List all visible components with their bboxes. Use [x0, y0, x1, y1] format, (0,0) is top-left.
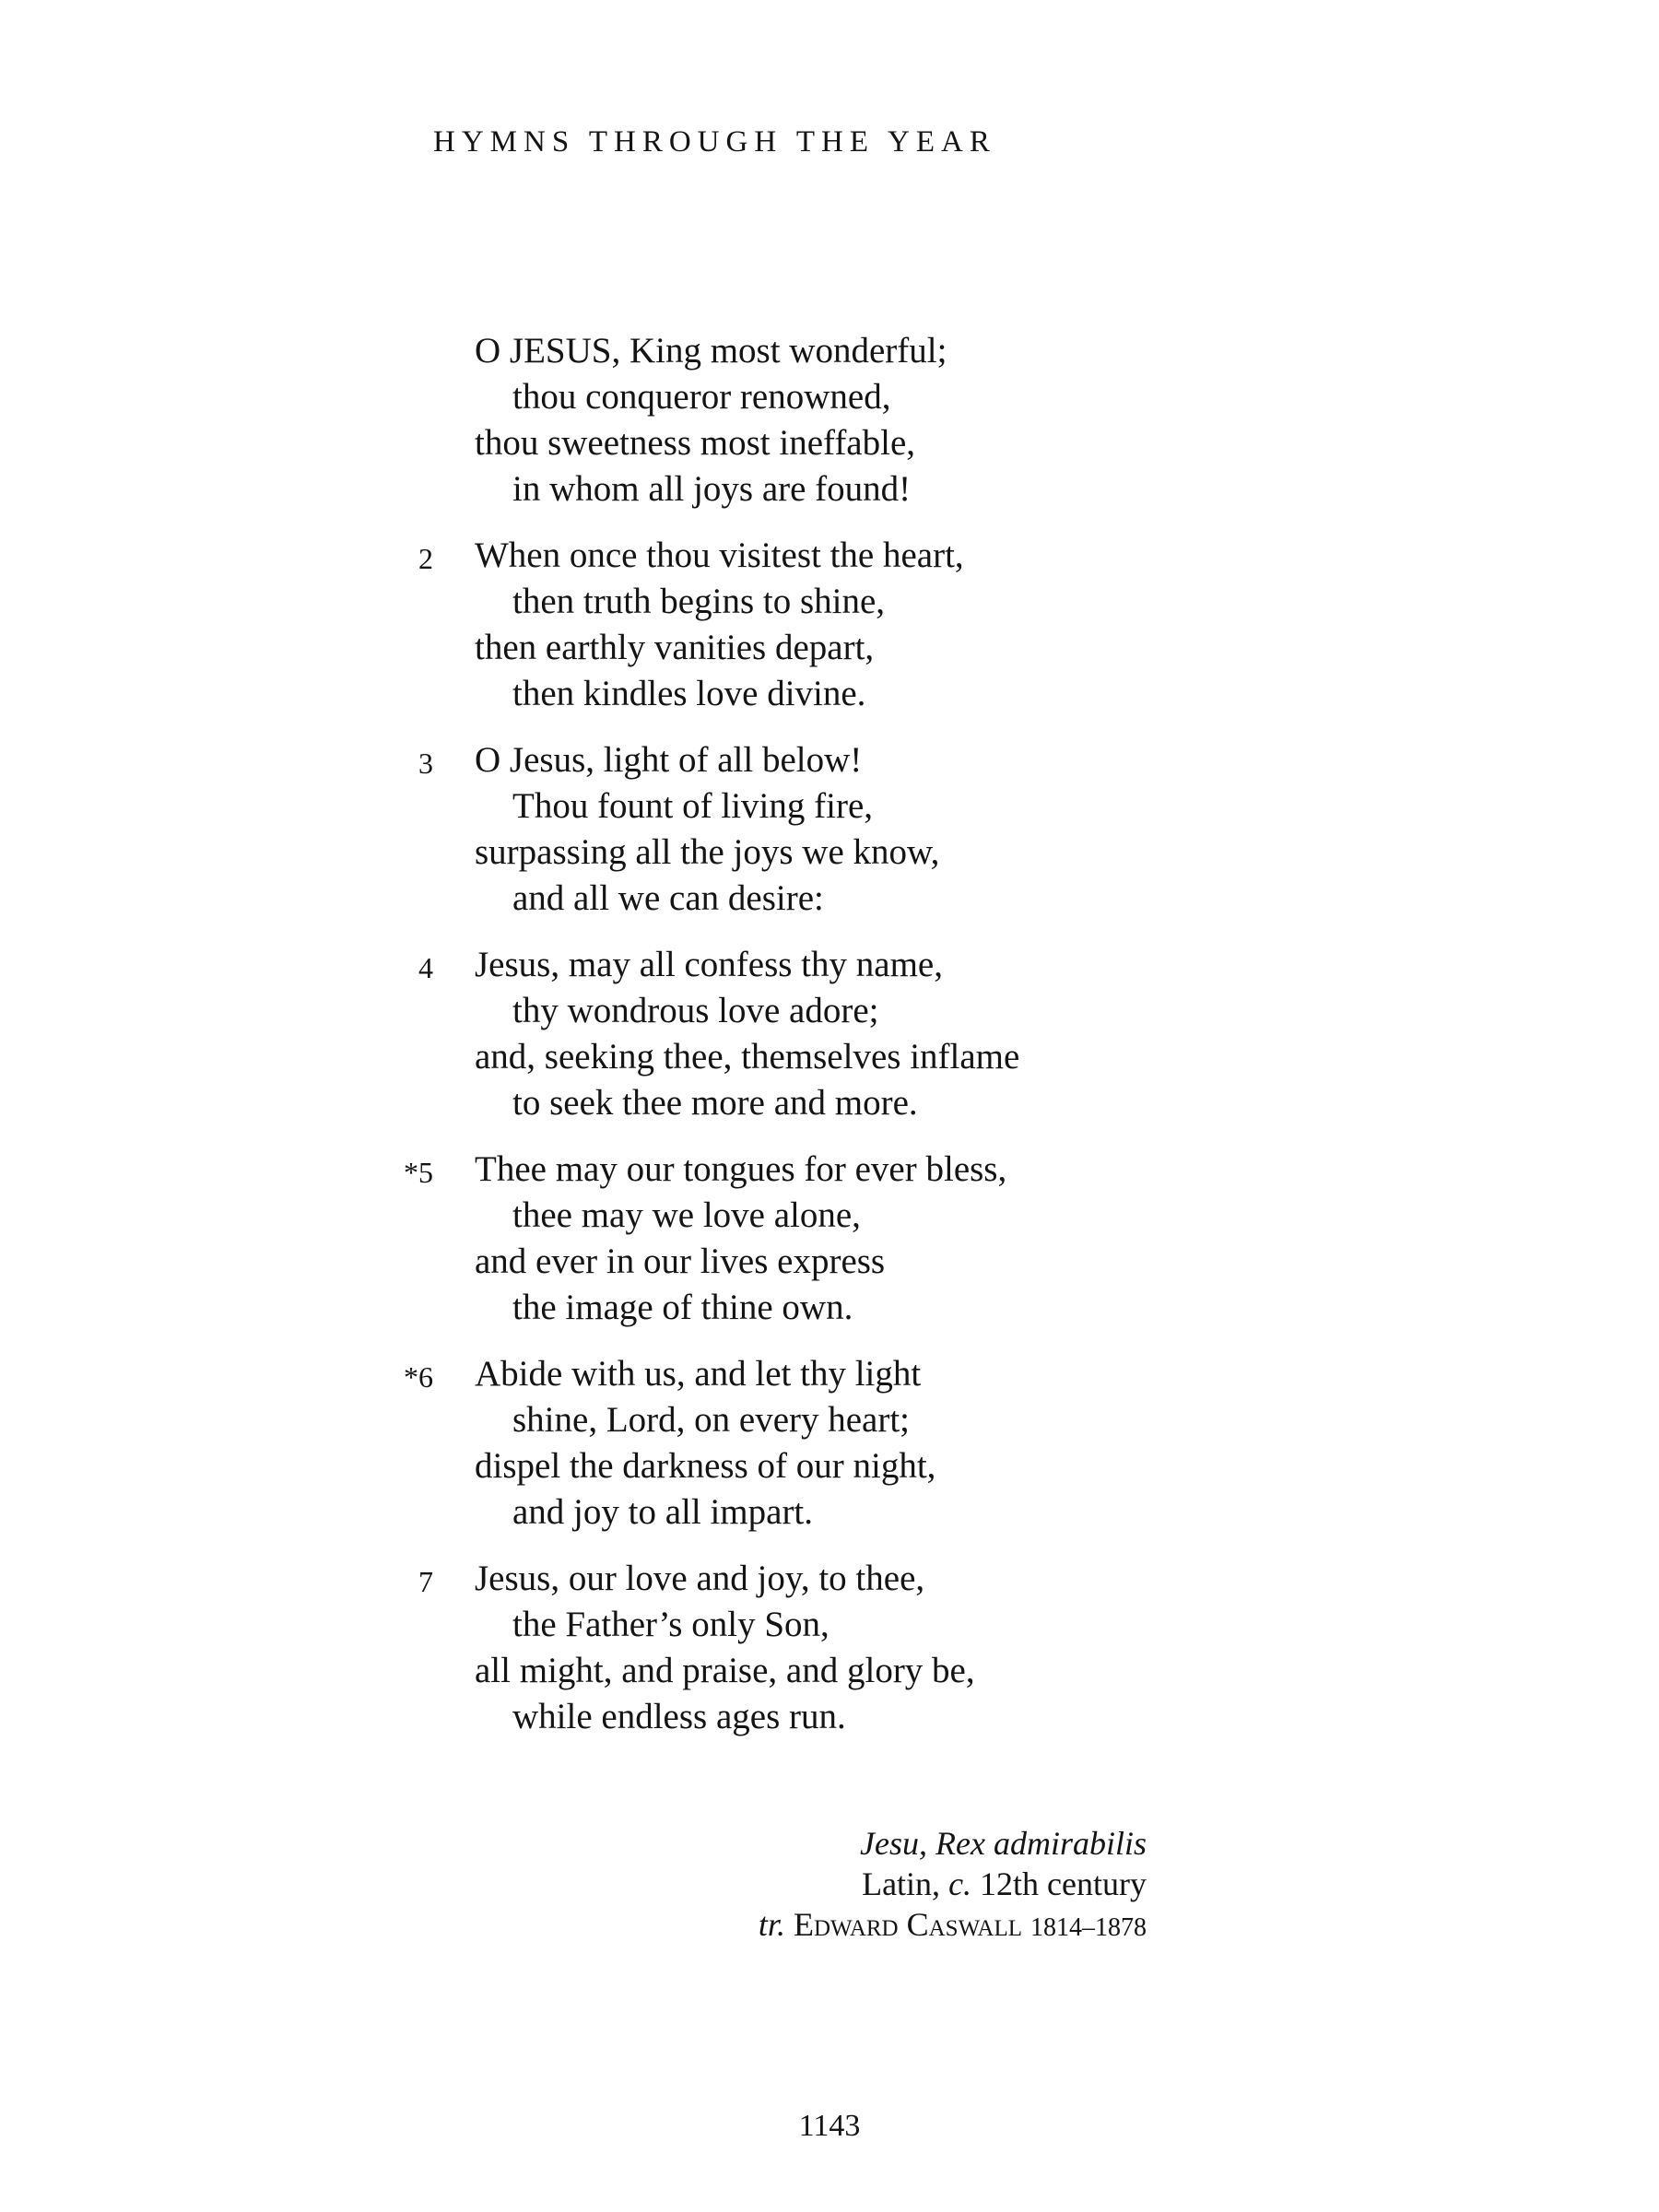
verse-line: while endless ages run.: [512, 1697, 846, 1736]
attribution: [759, 1823, 1147, 1948]
translator-dates: 1814–1878: [1030, 1913, 1147, 1942]
verse-line: When once thou visitest the heart,: [475, 535, 964, 575]
verse-line: Thee may our tongues for ever bless,: [475, 1149, 1007, 1189]
verse-number: *5: [404, 1156, 433, 1189]
verse-line: to seek thee more and more.: [512, 1083, 918, 1123]
verse-number: 4: [418, 951, 433, 984]
verse-2: [0, 533, 1659, 717]
verse-line: thee may we love alone,: [512, 1195, 861, 1235]
verse-line: O Jesus, light of all below!: [475, 740, 863, 780]
translator-line: [759, 1904, 1147, 1948]
verse-line: surpassing all the joys we know,: [475, 832, 940, 872]
verse-line: all might, and praise, and glory be,: [475, 1651, 975, 1690]
source-century: 12th century: [980, 1865, 1147, 1902]
verse-3: [0, 737, 1659, 922]
verse-line: shine, Lord, on every heart;: [512, 1400, 911, 1440]
latin-title: Jesu, Rex admirabilis: [860, 1825, 1147, 1862]
verse-line: and joy to all impart.: [512, 1492, 814, 1532]
verse-line: dispel the darkness of our night,: [475, 1446, 936, 1486]
verse-7: [0, 1556, 1659, 1740]
verse-4: [0, 942, 1659, 1126]
verse-line: Jesus, may all confess thy name,: [475, 945, 943, 984]
verse-line: the image of thine own.: [512, 1288, 853, 1327]
verse-6: [0, 1351, 1659, 1535]
page-number: 1143: [798, 2109, 861, 2143]
verse-line: in whom all joys are found!: [512, 469, 912, 509]
verse-line: thy wondrous love adore;: [512, 991, 879, 1030]
source-prefix: Latin,: [862, 1865, 941, 1902]
verse-line: thou sweetness most ineffable,: [475, 423, 916, 463]
verse-line: Jesus, our love and joy, to thee,: [475, 1559, 925, 1598]
verse-number: 7: [418, 1565, 433, 1598]
verse-line: Thou fount of living fire,: [512, 786, 874, 826]
verse-line: Abide with us, and let thy light: [475, 1354, 922, 1394]
verse-line: then earthly vanities depart,: [475, 628, 875, 667]
hymn-text: [0, 328, 1659, 1740]
verse-number: 3: [418, 747, 433, 780]
verse-line: O JESUS, King most wonderful;: [475, 331, 947, 371]
verse-1: [0, 328, 1659, 512]
verse-number: *6: [404, 1360, 433, 1394]
verse-number: 2: [418, 542, 433, 575]
verse-line: and ever in our lives express: [475, 1241, 886, 1281]
translator-prefix: tr.: [758, 1906, 785, 1943]
translator-name: Edward Caswall: [793, 1906, 1022, 1943]
running-head: HYMNS THROUGH THE YEAR: [433, 125, 996, 159]
verse-line: the Father’s only Son,: [512, 1605, 830, 1644]
verse-line: and, seeking thee, themselves inflame: [475, 1037, 1020, 1077]
verse-line: then truth begins to shine,: [512, 582, 886, 621]
source-circa: c.: [948, 1865, 972, 1902]
verse-5: [0, 1147, 1659, 1331]
source-line: [759, 1864, 1147, 1904]
verse-line: then kindles love divine.: [512, 674, 866, 713]
verse-line: thou conqueror renowned,: [512, 377, 891, 417]
verse-line: and all we can desire:: [512, 878, 824, 918]
